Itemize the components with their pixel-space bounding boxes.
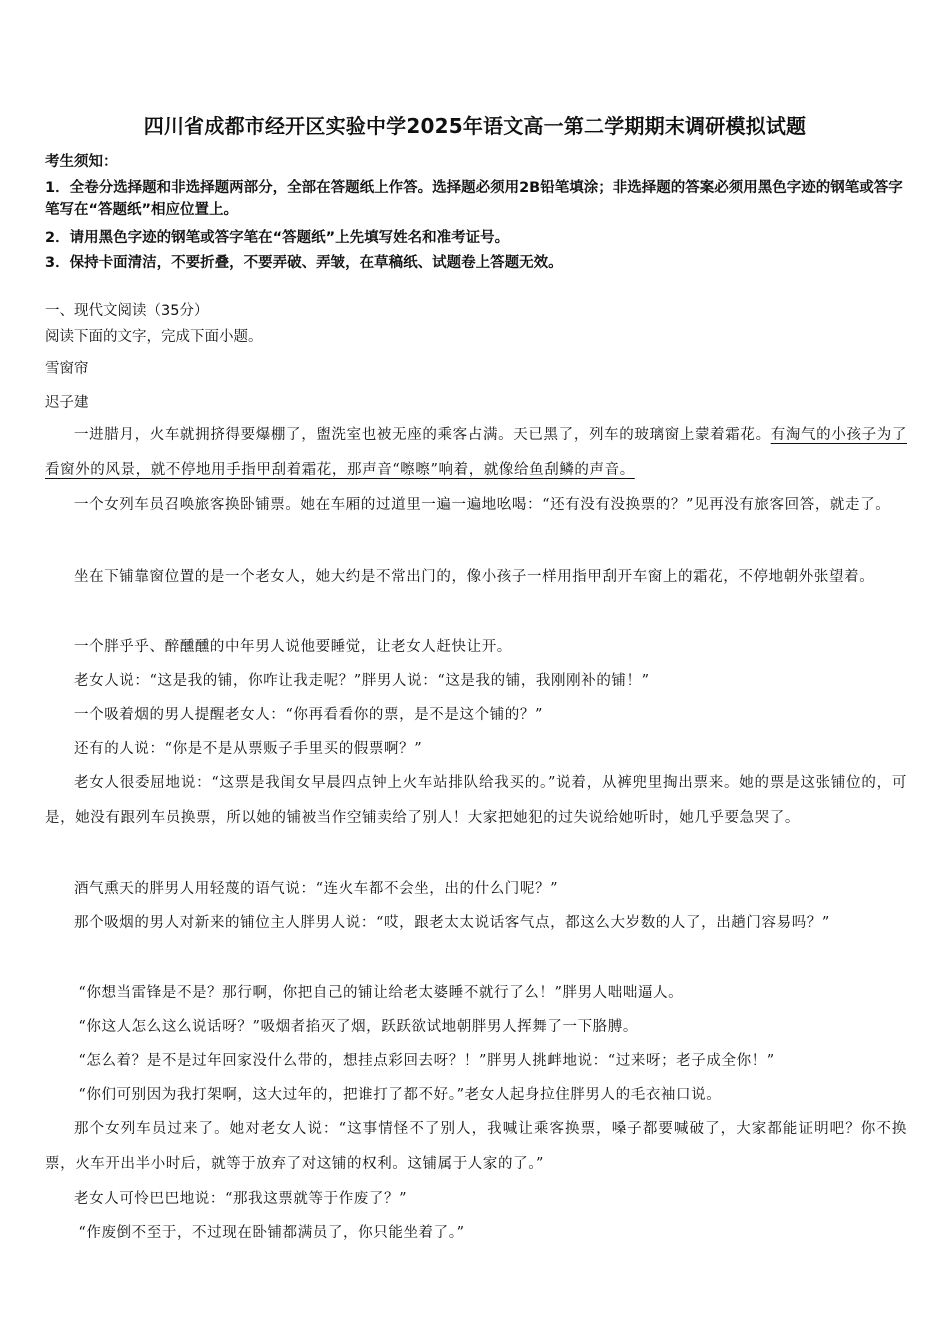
article-paragraph: 老女人很委屈地说：“这票是我闺女早晨四点钟上火车站排队给我买的。”说着，从裤兜里掏出票来。她的票是这张铺位的，可是，她没有跟列车员换票，所以她的铺被当作空铺卖给了别人！大家把她犯的过失说给她听时，她几乎要急哭了。: [45, 775, 907, 826]
article-title: 雪窗帘: [45, 361, 89, 377]
article-paragraph: 一个胖乎乎、醉醺醺的中年男人说他要睡觉，让老女人赶快让开。: [74, 639, 512, 655]
article-paragraph: 老女人可怜巴巴地说：“那我这票就等于作废了？”: [74, 1191, 408, 1207]
notice-item-3: 3．保持卡面清洁，不要折叠，不要弄破、弄皱，在草稿纸、试题卷上答题无效。: [45, 255, 563, 271]
notice-heading: 考生须知：: [45, 154, 118, 170]
section-heading: 一、现代文阅读（35分）: [45, 303, 209, 319]
article-paragraph: 坐在下铺靠窗位置的是一个老女人，她大约是不常出门的，像小孩子一样用指甲刮开车窗上的霜花，不停地朝外张望着。: [74, 569, 875, 585]
article-paragraph: “你们可别因为我打架啊，这大过年的，把谁打了都不好。”老女人起身拉住胖男人的毛衣袖口说。: [78, 1087, 722, 1103]
article-paragraph-1: [45, 418, 907, 488]
article-paragraph: 一个吸着烟的男人提醒老女人：“你再看看你的票，是不是这个铺的？”: [74, 707, 544, 723]
article-paragraph: 酒气熏天的胖男人用轻蔑的语气说：“连火车都不会坐，出的什么门呢？”: [74, 881, 559, 897]
notice-item-2: 2．请用黑色字迹的钢笔或答字笔在“答题纸”上先填写姓名和准考证号。: [45, 230, 510, 246]
article-paragraph: 还有的人说：“你是不是从票贩子手里买的假票啊？”: [74, 741, 423, 757]
article-paragraph: 一个女列车员召唤旅客换卧铺票。她在车厢的过道里一遍一遍地吆喝：“还有没有没换票的？”见再没有旅客回答，就走了。: [74, 497, 891, 513]
exam-title: 四川省成都市经开区实验中学2025年语文高一第二学期期末调研模拟试题: [143, 114, 807, 138]
notice-item-1: 1．全卷分选择题和非选择题两部分，全部在答题纸上作答。选择题必须用2B铅笔填涂；非选择题的答案必须用黑色字迹的钢笔或答字笔写在“答题纸”相应位置上。: [45, 180, 903, 218]
article-paragraph: 老女人说：“这是我的铺，你咋让我走呢？”胖男人说：“这是我的铺，我刚刚补的铺！”: [74, 673, 650, 689]
article-paragraph: “怎么着？是不是过年回家没什么带的，想挂点彩回去呀？！”胖男人挑衅地说：“过来呀；老子成全你！”: [78, 1053, 775, 1069]
article-paragraph: “你想当雷锋是不是？那行啊，你把自己的铺让给老太婆睡不就行了么！”胖男人咄咄逼人。: [78, 985, 684, 1001]
article-paragraph: 那个女列车员过来了。她对老女人说：“这事情怪不了别人，我喊让乘客换票，嗓子都要喊破了，大家都能证明吧？你不换票，火车开出半小时后，就等于放弃了对这铺的权利。这铺属于人家的了。”: [45, 1121, 907, 1172]
article-paragraph: “你这人怎么这么说话呀？”吸烟者掐灭了烟，跃跃欲试地朝胖男人挥舞了一下胳膊。: [78, 1019, 638, 1035]
underlined-passage: 有淘气的小孩子为了看窗外的风景，就不停地用手指甲刮着霜花，那声音“嚓嚓”响着，就像给鱼刮鳞的声音。: [45, 427, 907, 478]
article-paragraph: 那个吸烟的男人对新来的铺位主人胖男人说：“哎，跟老太太说话客气点，都这么大岁数的人了，出趟门容易吗？”: [74, 915, 830, 931]
reading-instruction: 阅读下面的文字，完成下面小题。: [45, 329, 263, 345]
article-paragraph: “作废倒不至于，不过现在卧铺都满员了，你只能坐着了。”: [78, 1225, 465, 1241]
paragraph-1-text: 一进腊月，火车就拥挤得要爆棚了，盥洗室也被无座的乘客占满。天已黑了，列车的玻璃窗上蒙着霜花。: [74, 427, 771, 443]
article-author: 迟子建: [45, 395, 89, 411]
